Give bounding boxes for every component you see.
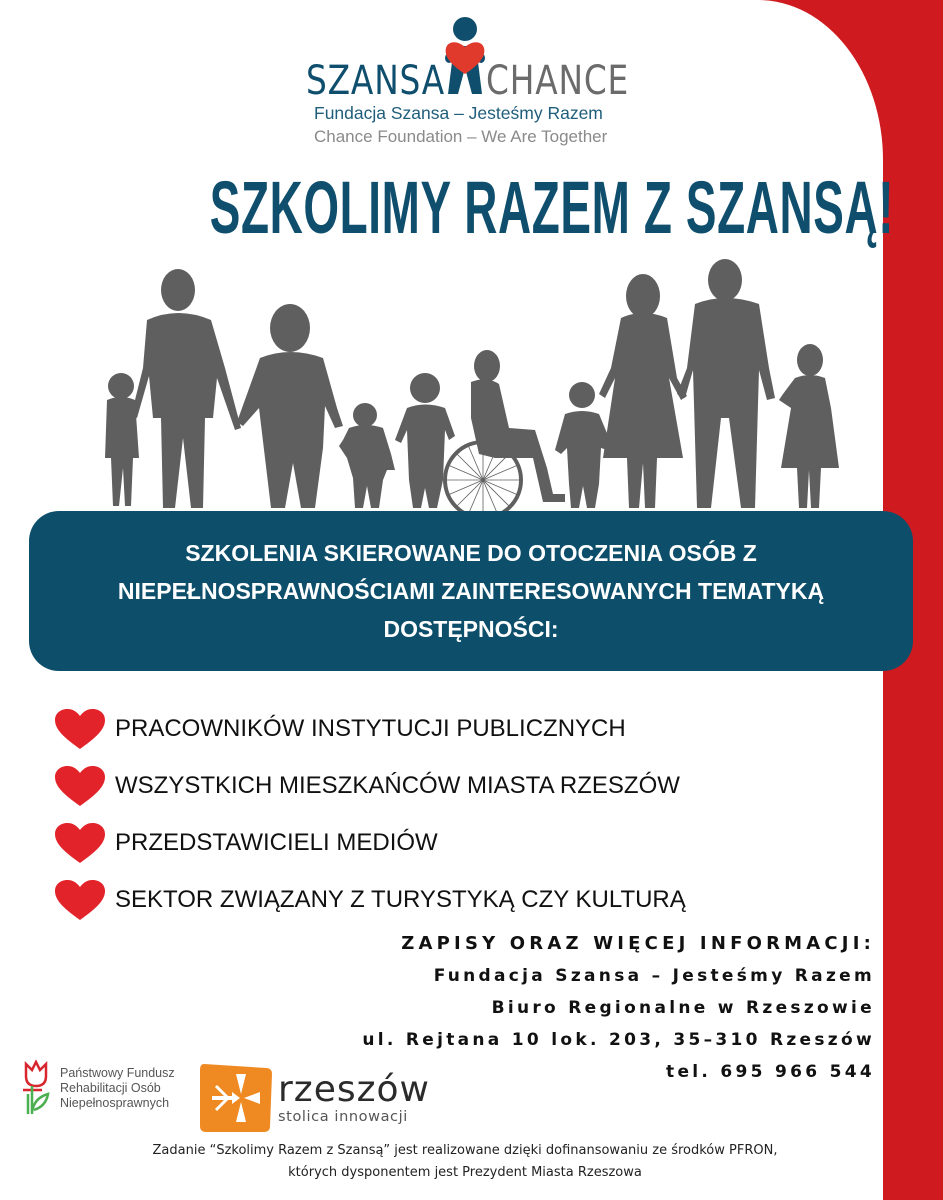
headline-text: SZKOLIMY RAZEM Z SZANSĄ! [209, 166, 895, 249]
contact-title: ZAPISY ORAZ WIĘCEJ INFORMACJI: [401, 933, 875, 954]
page-title [0, 168, 920, 248]
contact-info [362, 928, 875, 1088]
funding-note-line-2: których dysponentem jest Prezydent Miasta Rzeszowa [288, 1165, 642, 1180]
contact-office: Biuro Regionalne w Rzeszowie [491, 998, 875, 1018]
pfron-line-1: Państwowy Fundusz [60, 1065, 175, 1080]
list-item [55, 814, 755, 871]
contact-address: ul. Rejtana 10 lok. 203, 35–310 Rzeszów [362, 1030, 875, 1050]
funding-note [40, 1140, 890, 1184]
figure-holding-heart-icon [440, 16, 490, 96]
family-silhouettes-illustration [95, 258, 855, 520]
rzeszow-name: rzeszów [278, 1069, 430, 1110]
pfron-line-3: Niepełnosprawnych [60, 1095, 170, 1110]
heart-icon [55, 823, 105, 863]
target-label: SEKTOR ZWIĄZANY Z TURYSTYKĄ CZY KULTURĄ [115, 885, 686, 913]
rzeszow-star-icon [198, 1062, 272, 1134]
pfron-logo [20, 1060, 175, 1116]
heart-icon [55, 880, 105, 920]
heart-icon [55, 766, 105, 806]
target-audience-banner [29, 511, 913, 671]
list-item [55, 757, 755, 814]
list-item [55, 700, 755, 757]
logo-word-szansa: SZANSA [306, 58, 446, 104]
target-label: PRACOWNIKÓW INSTYTUCJI PUBLICZNYCH [115, 714, 626, 742]
list-item [55, 871, 755, 928]
tulip-icon [20, 1060, 52, 1116]
rzeszow-logo [198, 1062, 430, 1134]
target-audience-list [55, 700, 755, 928]
target-audience-banner-text: SZKOLENIA SKIEROWANE DO OTOCZENIA OSÓB Z NIEPEŁNOSPRAWNOŚCIAMI ZAINTERESOWANYCH TEMATYKĄ DOSTĘPNOŚCI: [117, 540, 825, 642]
heart-icon [55, 709, 105, 749]
target-label: WSZYSTKICH MIESZKAŃCÓW MIASTA RZESZÓW [115, 771, 680, 799]
pfron-line-2: Rehabilitacji Osób [60, 1080, 161, 1095]
funding-note-line-1: Zadanie “Szkolimy Razem z Szansą” jest realizowane dzięki dofinansowaniu ze środków PFRON, [152, 1143, 778, 1158]
target-label: PRZEDSTAWICIELI MEDIÓW [115, 828, 438, 856]
logo-subtitle-en: Chance Foundation – We Are Together [314, 127, 608, 146]
logo-subtitle-pl: Fundacja Szansa – Jesteśmy Razem [314, 103, 603, 123]
contact-organization: Fundacja Szansa – Jesteśmy Razem [433, 966, 875, 986]
contact-phone: tel. 695 966 544 [666, 1062, 875, 1082]
szansa-chance-logo [300, 14, 650, 149]
rzeszow-tagline: stolica innowacji [278, 1109, 408, 1125]
logo-word-chance: CHANCE [486, 58, 630, 104]
